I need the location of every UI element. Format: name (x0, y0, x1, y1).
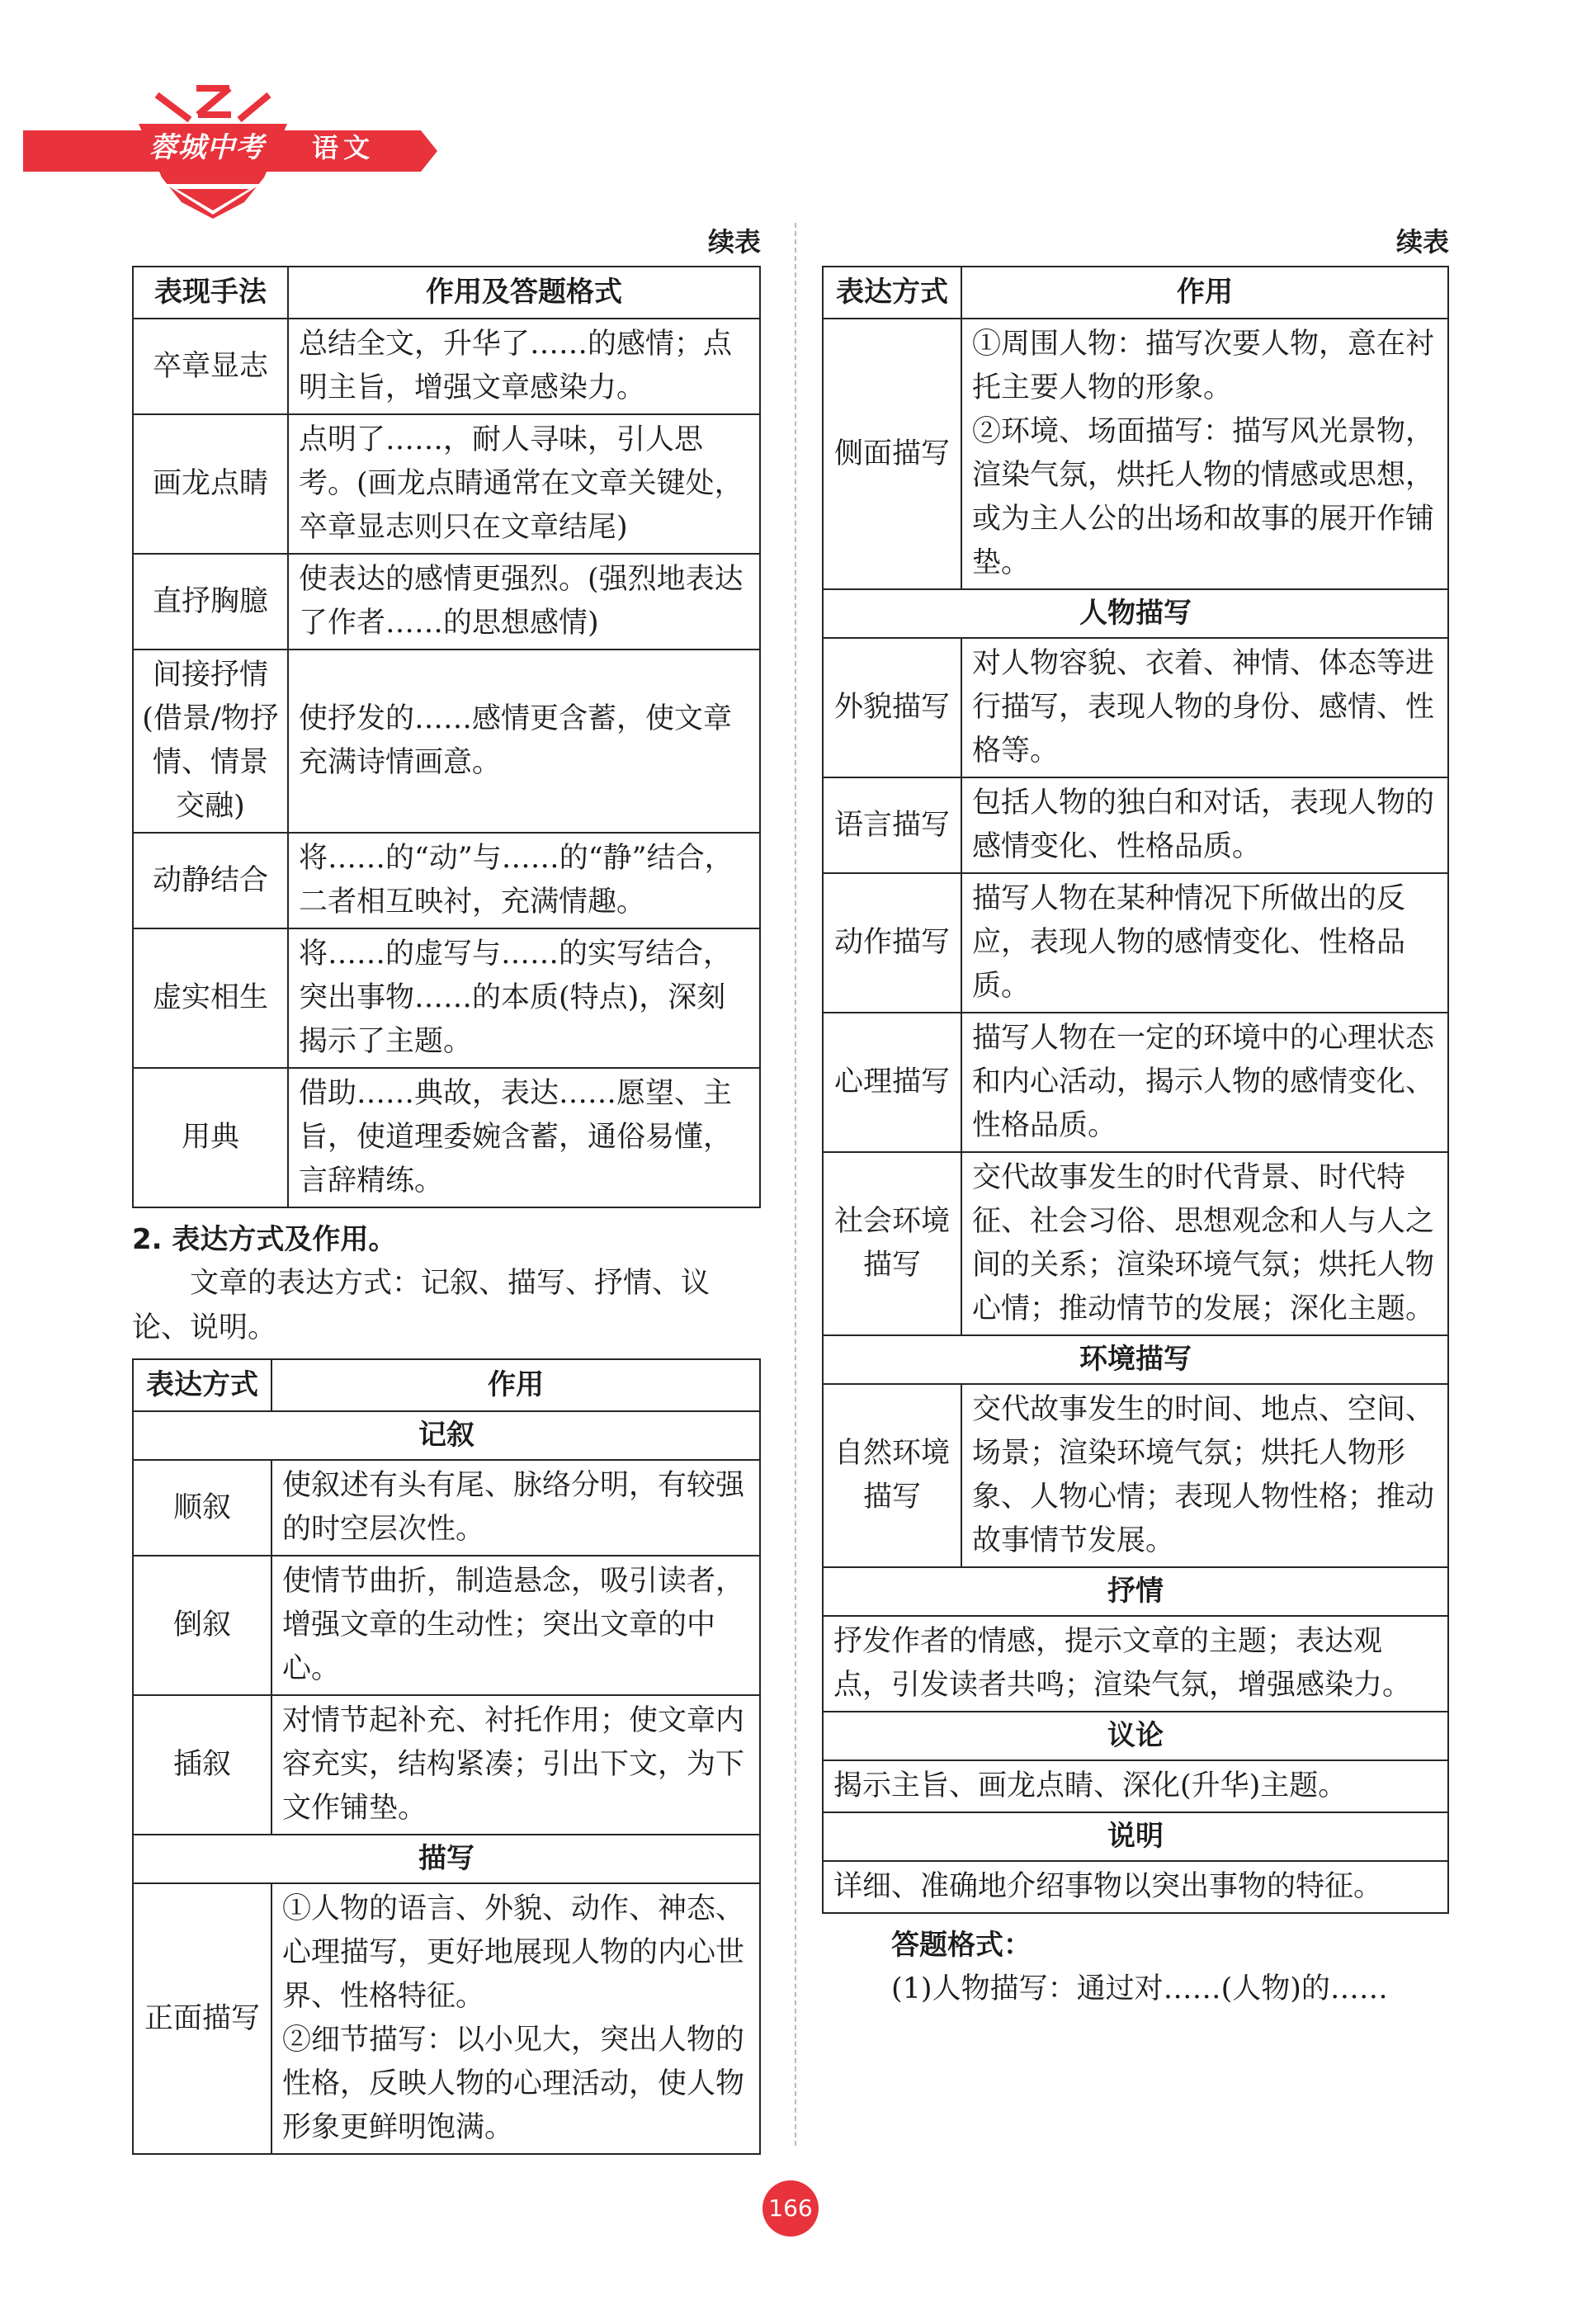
side-text-2: ②环境、场面描写：描写风光景物，渲染气氛，烘托人物的情感或思想，或为主人公的出场和故事的展开作铺垫。 (972, 415, 1435, 579)
table-row (133, 1883, 760, 2154)
exposition-text: 详细、准确地介绍事物以突出事物的特征。 (823, 1861, 1448, 1913)
section-title: 2. 表达方式及作用。 (132, 1223, 397, 1256)
table-row (823, 777, 1448, 873)
continued-label-left: 续表 (707, 226, 761, 257)
expression-table-continued (822, 266, 1449, 1914)
section-row (823, 1812, 1448, 1861)
section-character: 人物描写 (823, 589, 1448, 638)
table-row (133, 554, 760, 649)
section-row (133, 1411, 760, 1460)
table-row (823, 1760, 1448, 1812)
continued-label-right: 续表 (1395, 226, 1449, 257)
table-row (133, 414, 760, 554)
row-label: 卒章显志 (133, 319, 288, 414)
row-label: 动静结合 (133, 833, 288, 928)
table-row (133, 649, 760, 833)
row-text: 借助……典故，表达……愿望、主旨，使道理委婉含蓄，通俗易懂，言辞精练。 (288, 1068, 760, 1207)
row-text: 点明了……，耐人寻味，引人思考。(画龙点睛通常在文章关键处，卒章显志则只在文章结尾) (288, 414, 760, 554)
table-header-row (823, 267, 1448, 319)
row-label: 语言描写 (823, 777, 961, 873)
section-row (823, 1335, 1448, 1384)
section-lyric: 抒情 (823, 1567, 1448, 1616)
header-cell: 作用 (271, 1359, 760, 1411)
section-description: 描写 (133, 1835, 760, 1883)
row-text: 将……的虚写与……的实写结合，突出事物……的本质(特点)，深刻揭示了主题。 (288, 928, 760, 1068)
row-text (271, 1883, 760, 2154)
technique-table (132, 266, 761, 1208)
row-text: 交代故事发生的时间、地点、空间、场景；渲染环境气氛；烘托人物形象、人物心情；表现人物性格；推动故事情节发展。 (961, 1384, 1448, 1567)
row-label: 正面描写 (133, 1883, 271, 2154)
header-cell: 表达方式 (823, 267, 961, 319)
section-exposition: 说明 (823, 1812, 1448, 1861)
table-row (133, 1068, 760, 1207)
row-label: 侧面描写 (823, 319, 961, 589)
section-row (823, 1567, 1448, 1616)
table-row (823, 319, 1448, 589)
section-environment: 环境描写 (823, 1335, 1448, 1384)
row-text: 包括人物的独白和对话，表现人物的感情变化、性格品质。 (961, 777, 1448, 873)
front-text-2: ②细节描写：以小见大，突出人物的性格，反映人物的心理活动，使人物形象更鲜明饱满。 (282, 2024, 745, 2144)
table-row (823, 1616, 1448, 1712)
row-label: 倒叙 (133, 1556, 271, 1695)
table-row (133, 928, 760, 1068)
row-text: 描写人物在一定的环境中的心理状态和内心活动，揭示人物的感情变化、性格品质。 (961, 1013, 1448, 1152)
subject-label: 语文 (312, 132, 375, 163)
row-text: 总结全文，升华了……的感情；点明主旨，增强文章感染力。 (288, 319, 760, 414)
row-text: 使情节曲折，制造悬念，吸引读者，增强文章的生动性；突出文章的中心。 (271, 1556, 760, 1695)
row-label: 间接抒情(借景/物抒情、情景交融) (133, 649, 288, 833)
table-row (823, 1013, 1448, 1152)
left-column (132, 221, 761, 2155)
row-label: 用典 (133, 1068, 288, 1207)
row-label: 心理描写 (823, 1013, 961, 1152)
table-row (823, 873, 1448, 1013)
row-text: 使抒发的……感情更含蓄，使文章充满诗情画意。 (288, 649, 760, 833)
row-text: 对情节起补充、衬托作用；使文章内容充实，结构紧凑；引出下文，为下文作铺垫。 (271, 1695, 760, 1835)
row-label: 虚实相生 (133, 928, 288, 1068)
table-row (823, 1152, 1448, 1335)
row-label: 外貌描写 (823, 638, 961, 777)
row-text: 使叙述有头有尾、脉络分明，有较强的时空层次性。 (271, 1460, 760, 1556)
lyric-text: 抒发作者的情感，提示文章的主题；表达观点，引发读者共鸣；渲染气氛，增强感染力。 (823, 1616, 1448, 1712)
row-label: 画龙点睛 (133, 414, 288, 554)
brand-title: 蓉城中考 (149, 131, 265, 164)
page-number: 166 (762, 2180, 819, 2237)
section-paragraph: 文章的表达方式：记叙、描写、抒情、议论、说明。 (132, 1267, 711, 1344)
answer-format-title: 答题格式： (891, 1929, 1032, 1962)
row-text: 交代故事发生的时代背景、时代特征、社会习俗、思想观念和人与人之间的关系；渲染环境气氛；烘托人物心情；推动情节的发展；深化主题。 (961, 1152, 1448, 1335)
row-text: 使表达的感情更强烈。(强烈地表达了作者……的思想感情) (288, 554, 760, 649)
column-divider (795, 223, 796, 2146)
header-cell: 作用 (961, 267, 1448, 319)
section-argument: 议论 (823, 1712, 1448, 1760)
expression-table (132, 1358, 761, 2155)
row-label: 社会环境描写 (823, 1152, 961, 1335)
front-text-1: ①人物的语言、外貌、动作、神态、心理描写，更好地展现人物的内心世界、性格特征。 (282, 1892, 745, 2013)
side-text-1: ①周围人物：描写次要人物，意在衬托主要人物的形象。 (972, 328, 1435, 404)
row-label: 插叙 (133, 1695, 271, 1835)
argument-text: 揭示主旨、画龙点睛、深化(升华)主题。 (823, 1760, 1448, 1812)
section-row (823, 1712, 1448, 1760)
table-row (823, 1861, 1448, 1913)
header-cell: 作用及答题格式 (288, 267, 760, 319)
row-text: 将……的“动”与……的“静”结合，二者相互映衬，充满情趣。 (288, 833, 760, 928)
header-cell: 表达方式 (133, 1359, 271, 1411)
row-label: 直抒胸臆 (133, 554, 288, 649)
table-row (133, 1695, 760, 1835)
section-row (133, 1835, 760, 1883)
header-logo (0, 78, 462, 210)
table-row (133, 833, 760, 928)
row-text: 对人物容貌、衣着、神情、体态等进行描写，表现人物的身份、感情、性格等。 (961, 638, 1448, 777)
row-label: 动作描写 (823, 873, 961, 1013)
header-cell: 表现手法 (133, 267, 288, 319)
row-label: 顺叙 (133, 1460, 271, 1556)
row-text: 描写人物在某种情况下所做出的反应，表现人物的感情变化、性格品质。 (961, 873, 1448, 1013)
answer-format-line: (1)人物描写：通过对……(人物)的…… (891, 1972, 1388, 2005)
section-narration: 记叙 (133, 1411, 760, 1460)
table-row (133, 1460, 760, 1556)
table-row (823, 638, 1448, 777)
row-label: 自然环境描写 (823, 1384, 961, 1567)
table-row (823, 1384, 1448, 1567)
section-row (823, 589, 1448, 638)
table-header-row (133, 267, 760, 319)
table-row (133, 319, 760, 414)
table-row (133, 1556, 760, 1695)
row-text (961, 319, 1448, 589)
table-header-row (133, 1359, 760, 1411)
right-column (822, 221, 1449, 2011)
